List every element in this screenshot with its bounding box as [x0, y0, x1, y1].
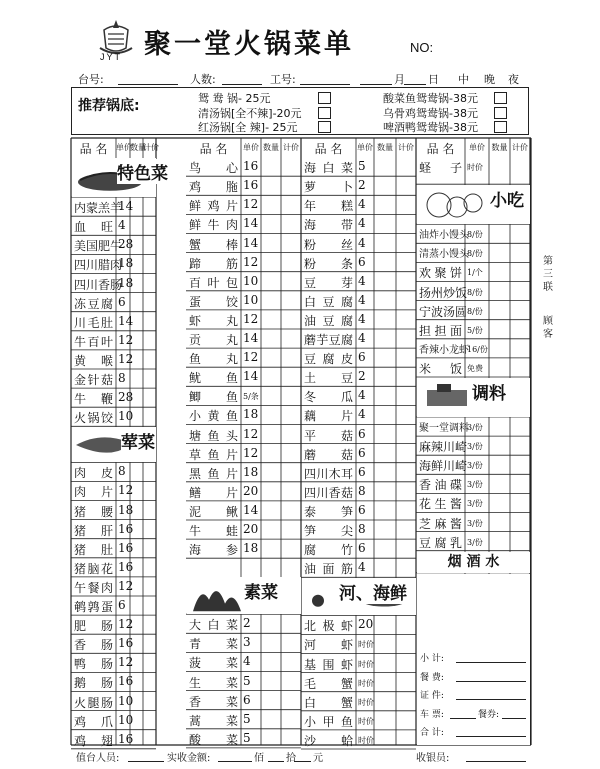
- menu-item-price: 4: [358, 235, 366, 250]
- summary-line-2[interactable]: [456, 699, 526, 700]
- menu-item-price: 12: [118, 332, 134, 347]
- menu-item-price: 10: [118, 712, 134, 727]
- menu-item-name: 油面筋: [304, 562, 353, 577]
- menu-item-price: 4: [358, 197, 366, 212]
- menu-item-price: 时价: [358, 735, 374, 745]
- evening-label: 晚: [484, 73, 495, 86]
- menu-item-price: 8/份: [467, 306, 483, 316]
- menu-item-name: 四川木耳: [304, 466, 353, 481]
- footer-blank-4[interactable]: [466, 761, 526, 762]
- menu-item-price: 4: [358, 560, 366, 575]
- menu-item-price: 1/个: [467, 268, 483, 278]
- summary-label-4: 餐券:: [478, 709, 500, 720]
- people-count-label: 人数:: [190, 73, 216, 86]
- menu-item-name: 午餐肉: [74, 580, 113, 595]
- footer-blank-1[interactable]: [218, 761, 252, 762]
- menu-item-name: 猪肚: [74, 542, 113, 557]
- menu-item-name: 川毛肚: [74, 315, 113, 330]
- menu-item-name: 蘑芋豆腐: [304, 333, 353, 347]
- menu-item-price: 2: [358, 369, 366, 384]
- menu-item-price: 12: [118, 617, 134, 632]
- menu-item-price: 5: [243, 711, 251, 726]
- menu-item-price: 4: [243, 654, 251, 669]
- menu-item-price: 3/份: [467, 423, 483, 432]
- banner-special: 特色菜: [117, 159, 168, 184]
- header-price-1: 单价: [243, 143, 259, 152]
- menu-item-name: 油豆腐: [304, 313, 353, 328]
- menu-item-price: 14: [243, 216, 259, 231]
- menu-item-name: 北极虾: [304, 619, 353, 634]
- menu-item-price: 4: [358, 388, 366, 403]
- menu-item-name: 藕片: [304, 409, 353, 424]
- header-qty-3: 数量: [491, 143, 508, 152]
- menu-item-price: 16: [118, 521, 134, 536]
- menu-item-name: 香油碟: [419, 478, 462, 493]
- menu-item-price: 6: [358, 254, 366, 269]
- menu-item-price: 10: [243, 292, 259, 307]
- night-label: 夜: [508, 73, 519, 86]
- menu-item-price: 3/份: [467, 499, 483, 509]
- customer-label: 顾客: [543, 316, 553, 340]
- menu-item-name: 牛百叶: [74, 334, 113, 349]
- menu-item-price: 4: [358, 407, 366, 422]
- menu-item-price: 12: [243, 445, 259, 460]
- banner-veg: 素菜: [244, 578, 278, 603]
- menu-item-price: 16/份: [467, 344, 488, 354]
- desk-staff-label: 值台人员:: [76, 753, 120, 764]
- menu-item-name: 萝卜: [304, 180, 353, 195]
- menu-item-name: 猪腰: [74, 504, 113, 519]
- menu-item-price: 16: [243, 178, 259, 193]
- menu-item-name: 泥鳅: [189, 504, 238, 519]
- menu-item-price: 18: [118, 502, 134, 517]
- table-number-label: 台号:: [78, 73, 104, 86]
- menu-item-price: 20: [358, 617, 374, 632]
- menu-item-name: 麻辣川崎: [419, 440, 468, 455]
- menu-item-name: 沙蛤: [304, 733, 353, 748]
- menu-item-name: 土豆: [304, 371, 353, 386]
- menu-item-name: 冬瓜: [304, 390, 353, 405]
- menu-item-name: 清蒸小馒头: [419, 249, 469, 261]
- menu-item-price: 5: [243, 673, 251, 688]
- menu-item-name: 金针菇: [74, 373, 113, 387]
- menu-item-price: 3/份: [467, 480, 483, 490]
- menu-item-price: 18: [243, 464, 259, 479]
- day-label: 日: [428, 73, 439, 86]
- menu-item-price: 6: [358, 445, 366, 460]
- noon-label: 中: [458, 73, 469, 86]
- menu-item-name: 青菜: [189, 637, 238, 652]
- menu-item-price: 时价: [358, 716, 374, 726]
- menu-item-name: 豆芽: [304, 275, 353, 290]
- banner-sauce: 调料: [472, 379, 506, 404]
- summary-label-3: 车 票:: [420, 709, 444, 720]
- menu-item-name: 鲜鸡片: [189, 199, 238, 214]
- menu-item-price: 8: [358, 522, 366, 536]
- header-price-3: 单价: [469, 143, 485, 152]
- menu-item-name: 小甲鱼: [304, 714, 353, 729]
- menu-item-price: 8: [118, 464, 126, 479]
- menu-item-price: 12: [243, 197, 259, 212]
- menu-item-name: 蟹棒: [189, 237, 238, 252]
- menu-item-price: 16: [243, 159, 259, 174]
- menu-item-price: 12: [118, 483, 134, 498]
- summary-line-3[interactable]: [450, 718, 476, 719]
- menu-item-price: 4: [358, 311, 366, 326]
- menu-item-name: 塘鱼头: [189, 428, 238, 443]
- menu-item-price: 18: [243, 407, 259, 422]
- menu-item-name: 鳝片: [189, 485, 238, 500]
- menu-item-name: 白蟹: [304, 695, 353, 710]
- header-price-2: 单价: [357, 143, 373, 152]
- menu-item-name: 海参: [189, 543, 238, 558]
- menu-item-price: 5: [243, 730, 251, 745]
- menu-item-price: 6: [358, 464, 366, 479]
- header-name-2: 品 名: [314, 142, 343, 156]
- menu-item-price: 14: [118, 313, 134, 328]
- menu-item-price: 6: [358, 350, 366, 365]
- menu-item-price: 20: [243, 483, 259, 498]
- menu-item-name: 虾丸: [189, 313, 238, 328]
- menu-item-name: 蘑菇: [304, 447, 353, 462]
- menu-item-name: 大白菜: [189, 618, 238, 633]
- menu-item-name: 豆腐乳: [419, 535, 462, 550]
- menu-item-name: 鸡翅: [74, 733, 113, 748]
- menu-item-name: 酸菜: [189, 732, 238, 747]
- summary-label-2: 证 件:: [420, 691, 444, 701]
- menu-item-name: 腐竹: [304, 543, 353, 558]
- header-total-2: 计价: [398, 143, 414, 152]
- header-name-3: 品 名: [426, 142, 455, 156]
- pot-section-label: 推荐锅底:: [78, 98, 140, 114]
- received-amount-label: 实收金额:: [167, 753, 211, 764]
- menu-item-name: 牛蛙: [189, 524, 238, 538]
- menu-item-name: 鲜牛肉: [189, 218, 238, 233]
- menu-item-name: 蛏子: [419, 161, 462, 176]
- menu-item-name: 血旺: [74, 220, 113, 235]
- menu-item-price: 12: [243, 350, 259, 365]
- menu-item-name: 粉丝: [304, 237, 353, 252]
- summary-label-1: 餐 费:: [420, 672, 444, 683]
- menu-item-price: 2: [243, 616, 251, 631]
- menu-item-price: 12: [243, 254, 259, 269]
- menu-item-price: 5/条: [243, 392, 259, 402]
- menu-item-name: 香辣小龙虾: [419, 344, 469, 356]
- menu-item-price: 18: [118, 275, 134, 290]
- menu-item-price: 2: [358, 178, 366, 193]
- menu-item-name: 火腿肠: [74, 695, 113, 710]
- menu-item-name: 毛蟹: [304, 676, 353, 691]
- menu-item-name: 鸟心: [189, 161, 238, 176]
- menu-item-price: 8: [358, 483, 366, 498]
- menu-item-price: 14: [243, 502, 259, 517]
- menu-item-name: 河虾: [304, 638, 353, 653]
- banner-seafood: 河、海鲜: [339, 579, 407, 604]
- menu-item-name: 香菜: [189, 694, 238, 709]
- staff-number-label: 工号:: [270, 73, 296, 86]
- menu-item-price: 8: [118, 371, 126, 385]
- menu-item-price: 14: [243, 235, 259, 250]
- menu-item-name: 鸡胣: [189, 180, 238, 195]
- menu-item-name: 四川腊肉: [74, 258, 123, 273]
- menu-item-name: 泰笋: [304, 504, 353, 519]
- menu-item-price: 12: [243, 426, 259, 441]
- menu-item-price: 3/份: [467, 461, 483, 471]
- menu-item-name: 平菇: [304, 428, 353, 443]
- menu-item-name: 笋尖: [304, 524, 353, 538]
- menu-item-price: 8/份: [467, 249, 483, 259]
- menu-item-name: 宁波汤圆: [419, 304, 468, 319]
- menu-item-name: 猪肝: [74, 523, 113, 538]
- menu-item-name: 肉皮: [74, 466, 113, 481]
- menu-item-name: 生菜: [189, 675, 238, 690]
- header-total-3: 计价: [512, 143, 528, 152]
- menu-item-name: 聚一堂调料: [419, 423, 469, 434]
- menu-item-name: 黑鱼片: [189, 466, 238, 481]
- summary-line-0[interactable]: [456, 662, 526, 663]
- footer-blank-2[interactable]: [268, 761, 284, 762]
- menu-item-price: 时价: [358, 659, 374, 669]
- menu-item-price: 4: [358, 273, 366, 288]
- header-qty-0: 数量: [130, 143, 146, 152]
- menu-item-name: 粉条: [304, 256, 353, 271]
- menu-item-price: 8/份: [467, 230, 483, 240]
- menu-item-price: 时价: [358, 697, 374, 707]
- header-qty-2: 数量: [377, 143, 393, 152]
- pot-option-4: 乌骨鸡鸳鸯锅-38元: [383, 107, 478, 120]
- header-name-1: 品 名: [199, 142, 228, 156]
- menu-item-name: 黄喉: [74, 353, 113, 368]
- menu-item-name: 海鲜川崎: [419, 459, 468, 474]
- menu-item-price: 16: [118, 636, 134, 651]
- menu-item-name: 花生酱: [419, 497, 462, 512]
- menu-item-name: 蹄筋: [189, 256, 238, 271]
- menu-item-price: 14: [243, 369, 259, 384]
- menu-item-price: 10: [243, 273, 259, 288]
- copy-label: 第三联: [543, 256, 553, 293]
- menu-item-name: 鱿鱼: [189, 371, 238, 386]
- menu-item-price: 6: [118, 598, 126, 612]
- ten-label: 拾: [286, 753, 296, 764]
- menu-item-price: 6: [358, 426, 366, 441]
- menu-item-name: 欢聚饼: [419, 266, 462, 281]
- menu-item-name: 美国肥牛: [74, 239, 123, 254]
- summary-line-4[interactable]: [502, 718, 526, 719]
- month-label: 月: [394, 73, 405, 86]
- menu-item-price: 4: [118, 218, 126, 233]
- menu-item-price: 16: [118, 559, 134, 574]
- order-number-label: NO:: [410, 40, 434, 55]
- menu-item-price: 10: [118, 409, 134, 424]
- menu-item-name: 肉片: [74, 485, 113, 500]
- footer-blank-0[interactable]: [128, 761, 164, 762]
- menu-item-name: 贡丸: [189, 333, 238, 347]
- menu-item-price: 3: [243, 635, 251, 650]
- menu-item-name: 豆腐皮: [304, 352, 353, 367]
- menu-item-price: 6: [118, 294, 126, 309]
- menu-item-name: 四川香肠: [74, 277, 123, 292]
- banner-drinks: 烟 酒 水: [417, 552, 530, 573]
- menu-item-name: 百叶包: [189, 275, 238, 290]
- footer-blank-3[interactable]: [294, 761, 311, 762]
- menu-item-name: 鱼丸: [189, 352, 238, 367]
- cashier-label: 收银员:: [416, 753, 450, 764]
- menu-item-price: 16: [118, 731, 134, 746]
- menu-item-name: 蛋饺: [189, 294, 238, 309]
- menu-item-price: 时价: [467, 163, 483, 173]
- menu-item-name: 四川香菇: [304, 485, 353, 500]
- menu-item-name: 扬州炒饭: [419, 285, 468, 300]
- logo-text: JYT: [100, 52, 123, 62]
- menu-item-price: 18: [243, 541, 259, 556]
- summary-line-1[interactable]: [456, 681, 526, 682]
- menu-item-name: 基围虾: [304, 657, 353, 672]
- banner-snack: 小吃: [490, 186, 524, 211]
- menu-item-price: 28: [118, 237, 134, 252]
- menu-item-name: 米饭: [419, 361, 462, 376]
- menu-item-price: 5/份: [467, 325, 483, 335]
- banner-meat: 荤菜: [121, 428, 155, 453]
- summary-label-5: 合 计:: [420, 728, 444, 738]
- menu-item-name: 油炸小馒头: [419, 230, 469, 242]
- menu-item-price: 12: [118, 351, 134, 366]
- menu-item-price: 免费: [467, 363, 483, 373]
- menu-item-name: 担担面: [419, 323, 462, 338]
- header-name-0: 品 名: [79, 142, 108, 156]
- menu-item-name: 小黄鱼: [189, 409, 238, 424]
- menu-item-price: 8/份: [467, 287, 483, 297]
- menu-item-name: 菠菜: [189, 656, 238, 671]
- menu-item-price: 时价: [358, 678, 374, 688]
- menu-item-price: 5: [358, 159, 366, 174]
- menu-item-name: 芝麻酱: [419, 516, 462, 531]
- menu-item-name: 海带: [304, 218, 353, 233]
- menu-item-name: 鸭肠: [74, 657, 113, 672]
- menu-item-name: 鲫鱼: [189, 390, 238, 405]
- menu-item-price: 4: [358, 216, 366, 231]
- menu-item-price: 12: [118, 578, 134, 593]
- pot-option-1: 清汤锅[全不辣]-20元: [198, 107, 302, 120]
- menu-item-name: 蒿菜: [189, 713, 238, 728]
- menu-item-price: 10: [118, 693, 134, 708]
- menu-item-price: 12: [243, 311, 259, 326]
- menu-item-name: 年糕: [304, 199, 353, 214]
- menu-item-price: 6: [358, 541, 366, 556]
- hundred-label: 佰: [254, 753, 264, 764]
- menu-item-price: 4: [358, 331, 366, 345]
- menu-item-price: 3/份: [467, 537, 483, 547]
- menu-title: 聚一堂火锅菜单: [144, 29, 354, 60]
- menu-item-price: 时价: [358, 640, 374, 650]
- menu-item-name: 火锅饺: [74, 411, 113, 426]
- menu-item-price: 14: [243, 331, 259, 345]
- menu-item-price: 16: [118, 674, 134, 689]
- header-price-0: 单价: [116, 143, 132, 152]
- yuan-label: 元: [313, 753, 323, 764]
- menu-item-name: 鹅肠: [74, 676, 113, 691]
- menu-item-name: 内蒙羔羊: [74, 201, 123, 216]
- summary-line-5[interactable]: [456, 736, 526, 737]
- menu-item-name: 冻豆腐: [74, 296, 113, 311]
- menu-item-price: 16: [118, 540, 134, 555]
- header-total-0: 计价: [143, 143, 159, 152]
- menu-item-name: 草鱼片: [189, 447, 238, 462]
- pot-option-3: 酸菜鱼鸳鸯锅-38元: [383, 92, 478, 105]
- menu-item-name: 香肠: [74, 638, 113, 653]
- menu-item-price: 6: [243, 692, 251, 707]
- menu-item-price: 3/份: [467, 442, 483, 452]
- menu-item-price: 4: [358, 292, 366, 307]
- pot-option-5: 啤酒鸭鸳鸯锅-38元: [383, 121, 478, 134]
- menu-item-name: 海白菜: [304, 161, 353, 176]
- menu-item-price: 28: [118, 390, 134, 405]
- header-qty-1: 数量: [263, 143, 279, 152]
- menu-item-price: 14: [118, 199, 134, 214]
- menu-item-name: 白豆腐: [304, 294, 353, 309]
- menu-item-price: 18: [118, 256, 134, 271]
- menu-item-price: 6: [358, 502, 366, 517]
- pot-option-2: 红汤锅[全 辣]- 25元: [198, 121, 298, 134]
- menu-item-name: 牛鞭: [74, 392, 113, 407]
- menu-item-name: 肥肠: [74, 619, 113, 634]
- menu-item-price: 3/份: [467, 518, 483, 528]
- menu-item-price: 12: [118, 655, 134, 670]
- summary-label-0: 小 计:: [420, 654, 444, 664]
- header-total-1: 计价: [283, 143, 299, 152]
- menu-item-name: 鸡爪: [74, 714, 113, 729]
- pot-option-0: 鸳 鸯 锅- 25元: [198, 92, 271, 105]
- menu-item-name: 猪脑花: [74, 561, 113, 576]
- menu-item-name: 鹌鹑蛋: [74, 600, 113, 614]
- menu-item-price: 20: [243, 522, 259, 536]
